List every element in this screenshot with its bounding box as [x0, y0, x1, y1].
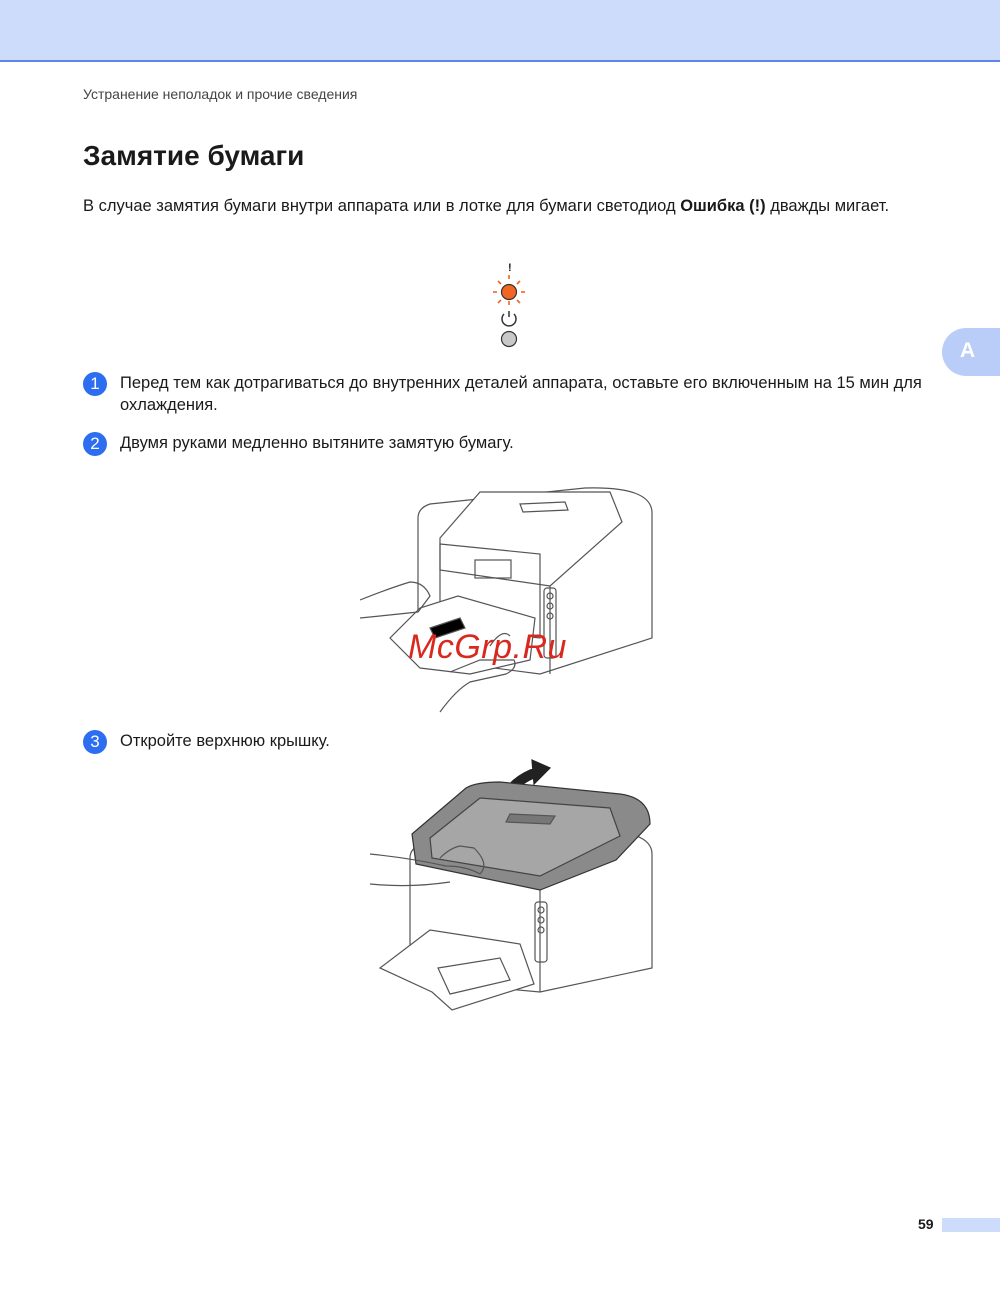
chapter-tab	[942, 328, 1000, 376]
step-text: Двумя руками медленно вытяните замятую бумагу.	[120, 434, 514, 452]
footer-bar	[942, 1218, 1000, 1232]
intro-text-before: В случае замятия бумаги внутри аппарата или в лотке для бумаги светодиод	[83, 197, 681, 215]
error-led-icon	[493, 262, 525, 305]
intro-symbol: (!)	[749, 197, 766, 215]
intro-text-after: дважды мигает.	[765, 197, 890, 215]
step-text: Откройте верхнюю крышку.	[120, 732, 330, 750]
breadcrumb: Устранение неполадок и прочие сведения	[83, 86, 358, 102]
figure-open-cover	[370, 758, 660, 1023]
led-indicator-illustration	[490, 262, 530, 352]
svg-text:!: !	[508, 262, 512, 274]
watermark: McGrp.Ru	[408, 628, 567, 666]
ready-led-icon	[502, 332, 517, 347]
intro-bold-term: Ошибка	[680, 197, 745, 215]
page-title: Замятие бумаги	[83, 140, 305, 171]
power-icon	[502, 311, 516, 326]
chapter-tab-label: A	[960, 339, 976, 362]
intro-paragraph	[83, 195, 923, 217]
step-number: 3	[83, 730, 107, 754]
step-text: Перед тем как дотрагиваться до внутренних деталей аппарата, оставьте его включенным на 15 мин для охлаждения.	[120, 374, 922, 414]
figure-pull-paper	[360, 478, 660, 723]
step-number: 1	[83, 372, 107, 396]
header-band	[0, 0, 1000, 62]
step-number: 2	[83, 432, 107, 456]
page-number: 59	[918, 1216, 934, 1232]
paper-tray-icon	[380, 930, 534, 1010]
